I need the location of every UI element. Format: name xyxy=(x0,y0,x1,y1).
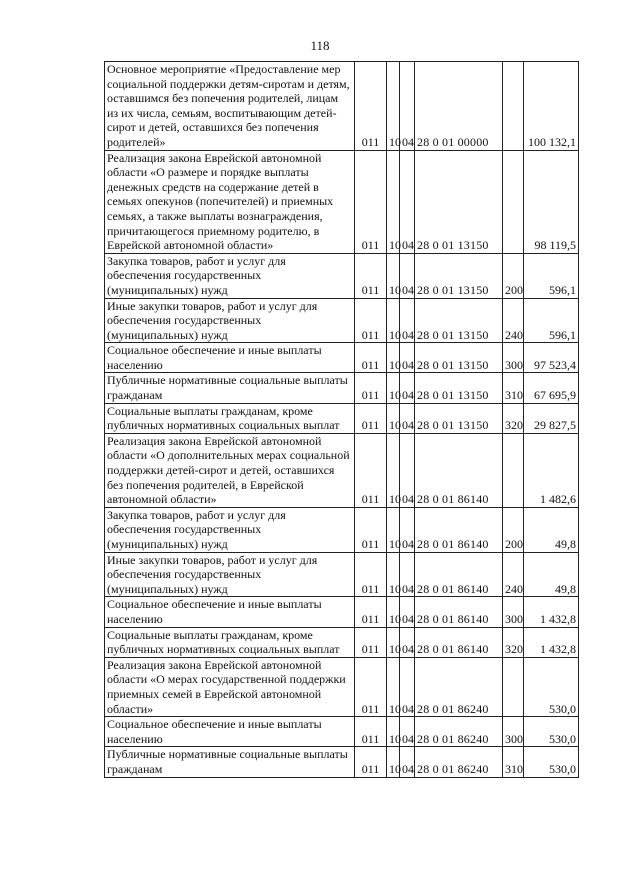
row-name: Закупка товаров, работ и услуг для обеспечения государственных (муниципальных) нужд xyxy=(105,507,355,552)
expense-type-code: 240 xyxy=(503,552,524,597)
subsection-code: 04 xyxy=(400,403,415,433)
section-code: 10 xyxy=(387,343,400,373)
amount-value: 530,0 xyxy=(524,747,579,777)
amount-value: 29 827,5 xyxy=(524,403,579,433)
target-article-code: 28 0 01 86140 xyxy=(415,433,503,507)
section-code: 10 xyxy=(387,627,400,657)
amount-value: 49,8 xyxy=(524,507,579,552)
section-code: 10 xyxy=(387,433,400,507)
amount-value: 596,1 xyxy=(524,253,579,298)
table-row xyxy=(105,150,579,253)
expense-type-code: 300 xyxy=(503,717,524,747)
table-row xyxy=(105,343,579,373)
row-name: Социальное обеспечение и иные выплаты населению xyxy=(105,717,355,747)
table-row xyxy=(105,253,579,298)
expense-type-code xyxy=(503,657,524,716)
subsection-code: 04 xyxy=(400,627,415,657)
amount-value: 67 695,9 xyxy=(524,373,579,403)
target-article-code: 28 0 01 13150 xyxy=(415,150,503,253)
row-name: Социальное обеспечение и иные выплаты населению xyxy=(105,597,355,627)
table-row xyxy=(105,552,579,597)
subsection-code: 04 xyxy=(400,747,415,777)
table-row xyxy=(105,597,579,627)
ministry-code: 011 xyxy=(355,597,387,627)
ministry-code: 011 xyxy=(355,657,387,716)
table-row xyxy=(105,433,579,507)
section-code: 10 xyxy=(387,373,400,403)
row-name: Публичные нормативные социальные выплаты гражданам xyxy=(105,747,355,777)
amount-value: 97 523,4 xyxy=(524,343,579,373)
expense-type-code: 320 xyxy=(503,627,524,657)
ministry-code: 011 xyxy=(355,507,387,552)
expense-type-code: 200 xyxy=(503,253,524,298)
section-code: 10 xyxy=(387,717,400,747)
ministry-code: 011 xyxy=(355,747,387,777)
row-name: Основное мероприятие «Предоставление мер социальной поддержки детям-сиротам и детям, оставшимся без попечения родителей, лицам из их числа, семьям, воспитывающим детей-сирот и детей, оставшихся без попечения родителей» xyxy=(105,62,355,151)
budget-table xyxy=(104,61,579,778)
target-article-code: 28 0 01 86140 xyxy=(415,597,503,627)
amount-value: 530,0 xyxy=(524,657,579,716)
section-code: 10 xyxy=(387,62,400,151)
row-name: Публичные нормативные социальные выплаты гражданам xyxy=(105,373,355,403)
row-name: Закупка товаров, работ и услуг для обеспечения государственных (муниципальных) нужд xyxy=(105,253,355,298)
expense-type-code: 300 xyxy=(503,343,524,373)
target-article-code: 28 0 01 13150 xyxy=(415,298,503,343)
amount-value: 596,1 xyxy=(524,298,579,343)
ministry-code: 011 xyxy=(355,298,387,343)
target-article-code: 28 0 01 86240 xyxy=(415,747,503,777)
section-code: 10 xyxy=(387,403,400,433)
target-article-code: 28 0 01 00000 xyxy=(415,62,503,151)
target-article-code: 28 0 01 86140 xyxy=(415,507,503,552)
row-name: Иные закупки товаров, работ и услуг для обеспечения государственных (муниципальных) нужд xyxy=(105,552,355,597)
row-name: Социальные выплаты гражданам, кроме публичных нормативных социальных выплат xyxy=(105,627,355,657)
table-row xyxy=(105,298,579,343)
table-row xyxy=(105,627,579,657)
subsection-code: 04 xyxy=(400,298,415,343)
section-code: 10 xyxy=(387,253,400,298)
amount-value: 98 119,5 xyxy=(524,150,579,253)
table-row xyxy=(105,657,579,716)
expense-type-code: 320 xyxy=(503,403,524,433)
row-name: Иные закупки товаров, работ и услуг для обеспечения государственных (муниципальных) нужд xyxy=(105,298,355,343)
subsection-code: 04 xyxy=(400,717,415,747)
subsection-code: 04 xyxy=(400,373,415,403)
budget-table-body xyxy=(105,62,579,778)
section-code: 10 xyxy=(387,597,400,627)
target-article-code: 28 0 01 86240 xyxy=(415,717,503,747)
subsection-code: 04 xyxy=(400,507,415,552)
ministry-code: 011 xyxy=(355,62,387,151)
target-article-code: 28 0 01 86140 xyxy=(415,627,503,657)
subsection-code: 04 xyxy=(400,657,415,716)
section-code: 10 xyxy=(387,552,400,597)
row-name: Реализация закона Еврейской автономной области «О мерах государственной поддержки приемных семей в Еврейской автономной области» xyxy=(105,657,355,716)
row-name: Реализация закона Еврейской автономной области «О размере и порядке выплаты денежных средств на содержание детей в семьях опекунов (попечителей) и приемных семьях, а также выплаты вознаграждения, причитающегося приемному родителю, в Еврейской автономной области» xyxy=(105,150,355,253)
row-name: Социальное обеспечение и иные выплаты населению xyxy=(105,343,355,373)
subsection-code: 04 xyxy=(400,253,415,298)
section-code: 10 xyxy=(387,747,400,777)
ministry-code: 011 xyxy=(355,627,387,657)
row-name: Реализация закона Еврейской автономной области «О дополнительных мерах социальной поддержки детей-сирот и детей, оставшихся без попечения родителей, в Еврейской автономной области» xyxy=(105,433,355,507)
ministry-code: 011 xyxy=(355,343,387,373)
expense-type-code: 200 xyxy=(503,507,524,552)
amount-value: 1 482,6 xyxy=(524,433,579,507)
table-row xyxy=(105,373,579,403)
target-article-code: 28 0 01 86240 xyxy=(415,657,503,716)
amount-value: 100 132,1 xyxy=(524,62,579,151)
section-code: 10 xyxy=(387,298,400,343)
ministry-code: 011 xyxy=(355,433,387,507)
table-row xyxy=(105,747,579,777)
table-row xyxy=(105,403,579,433)
expense-type-code: 240 xyxy=(503,298,524,343)
subsection-code: 04 xyxy=(400,433,415,507)
table-row xyxy=(105,62,579,151)
target-article-code: 28 0 01 86140 xyxy=(415,552,503,597)
ministry-code: 011 xyxy=(355,253,387,298)
section-code: 10 xyxy=(387,507,400,552)
ministry-code: 011 xyxy=(355,552,387,597)
amount-value: 530,0 xyxy=(524,717,579,747)
subsection-code: 04 xyxy=(400,62,415,151)
table-row xyxy=(105,507,579,552)
target-article-code: 28 0 01 13150 xyxy=(415,253,503,298)
page-number: 118 xyxy=(310,38,330,53)
expense-type-code xyxy=(503,150,524,253)
target-article-code: 28 0 01 13150 xyxy=(415,343,503,373)
subsection-code: 04 xyxy=(400,150,415,253)
row-name: Социальные выплаты гражданам, кроме публичных нормативных социальных выплат xyxy=(105,403,355,433)
section-code: 10 xyxy=(387,150,400,253)
subsection-code: 04 xyxy=(400,552,415,597)
ministry-code: 011 xyxy=(355,150,387,253)
expense-type-code: 310 xyxy=(503,747,524,777)
amount-value: 1 432,8 xyxy=(524,597,579,627)
subsection-code: 04 xyxy=(400,343,415,373)
ministry-code: 011 xyxy=(355,373,387,403)
expense-type-code xyxy=(503,433,524,507)
target-article-code: 28 0 01 13150 xyxy=(415,373,503,403)
ministry-code: 011 xyxy=(355,717,387,747)
expense-type-code: 310 xyxy=(503,373,524,403)
expense-type-code xyxy=(503,62,524,151)
amount-value: 49,8 xyxy=(524,552,579,597)
subsection-code: 04 xyxy=(400,597,415,627)
target-article-code: 28 0 01 13150 xyxy=(415,403,503,433)
table-row xyxy=(105,717,579,747)
expense-type-code: 300 xyxy=(503,597,524,627)
ministry-code: 011 xyxy=(355,403,387,433)
amount-value: 1 432,8 xyxy=(524,627,579,657)
section-code: 10 xyxy=(387,657,400,716)
